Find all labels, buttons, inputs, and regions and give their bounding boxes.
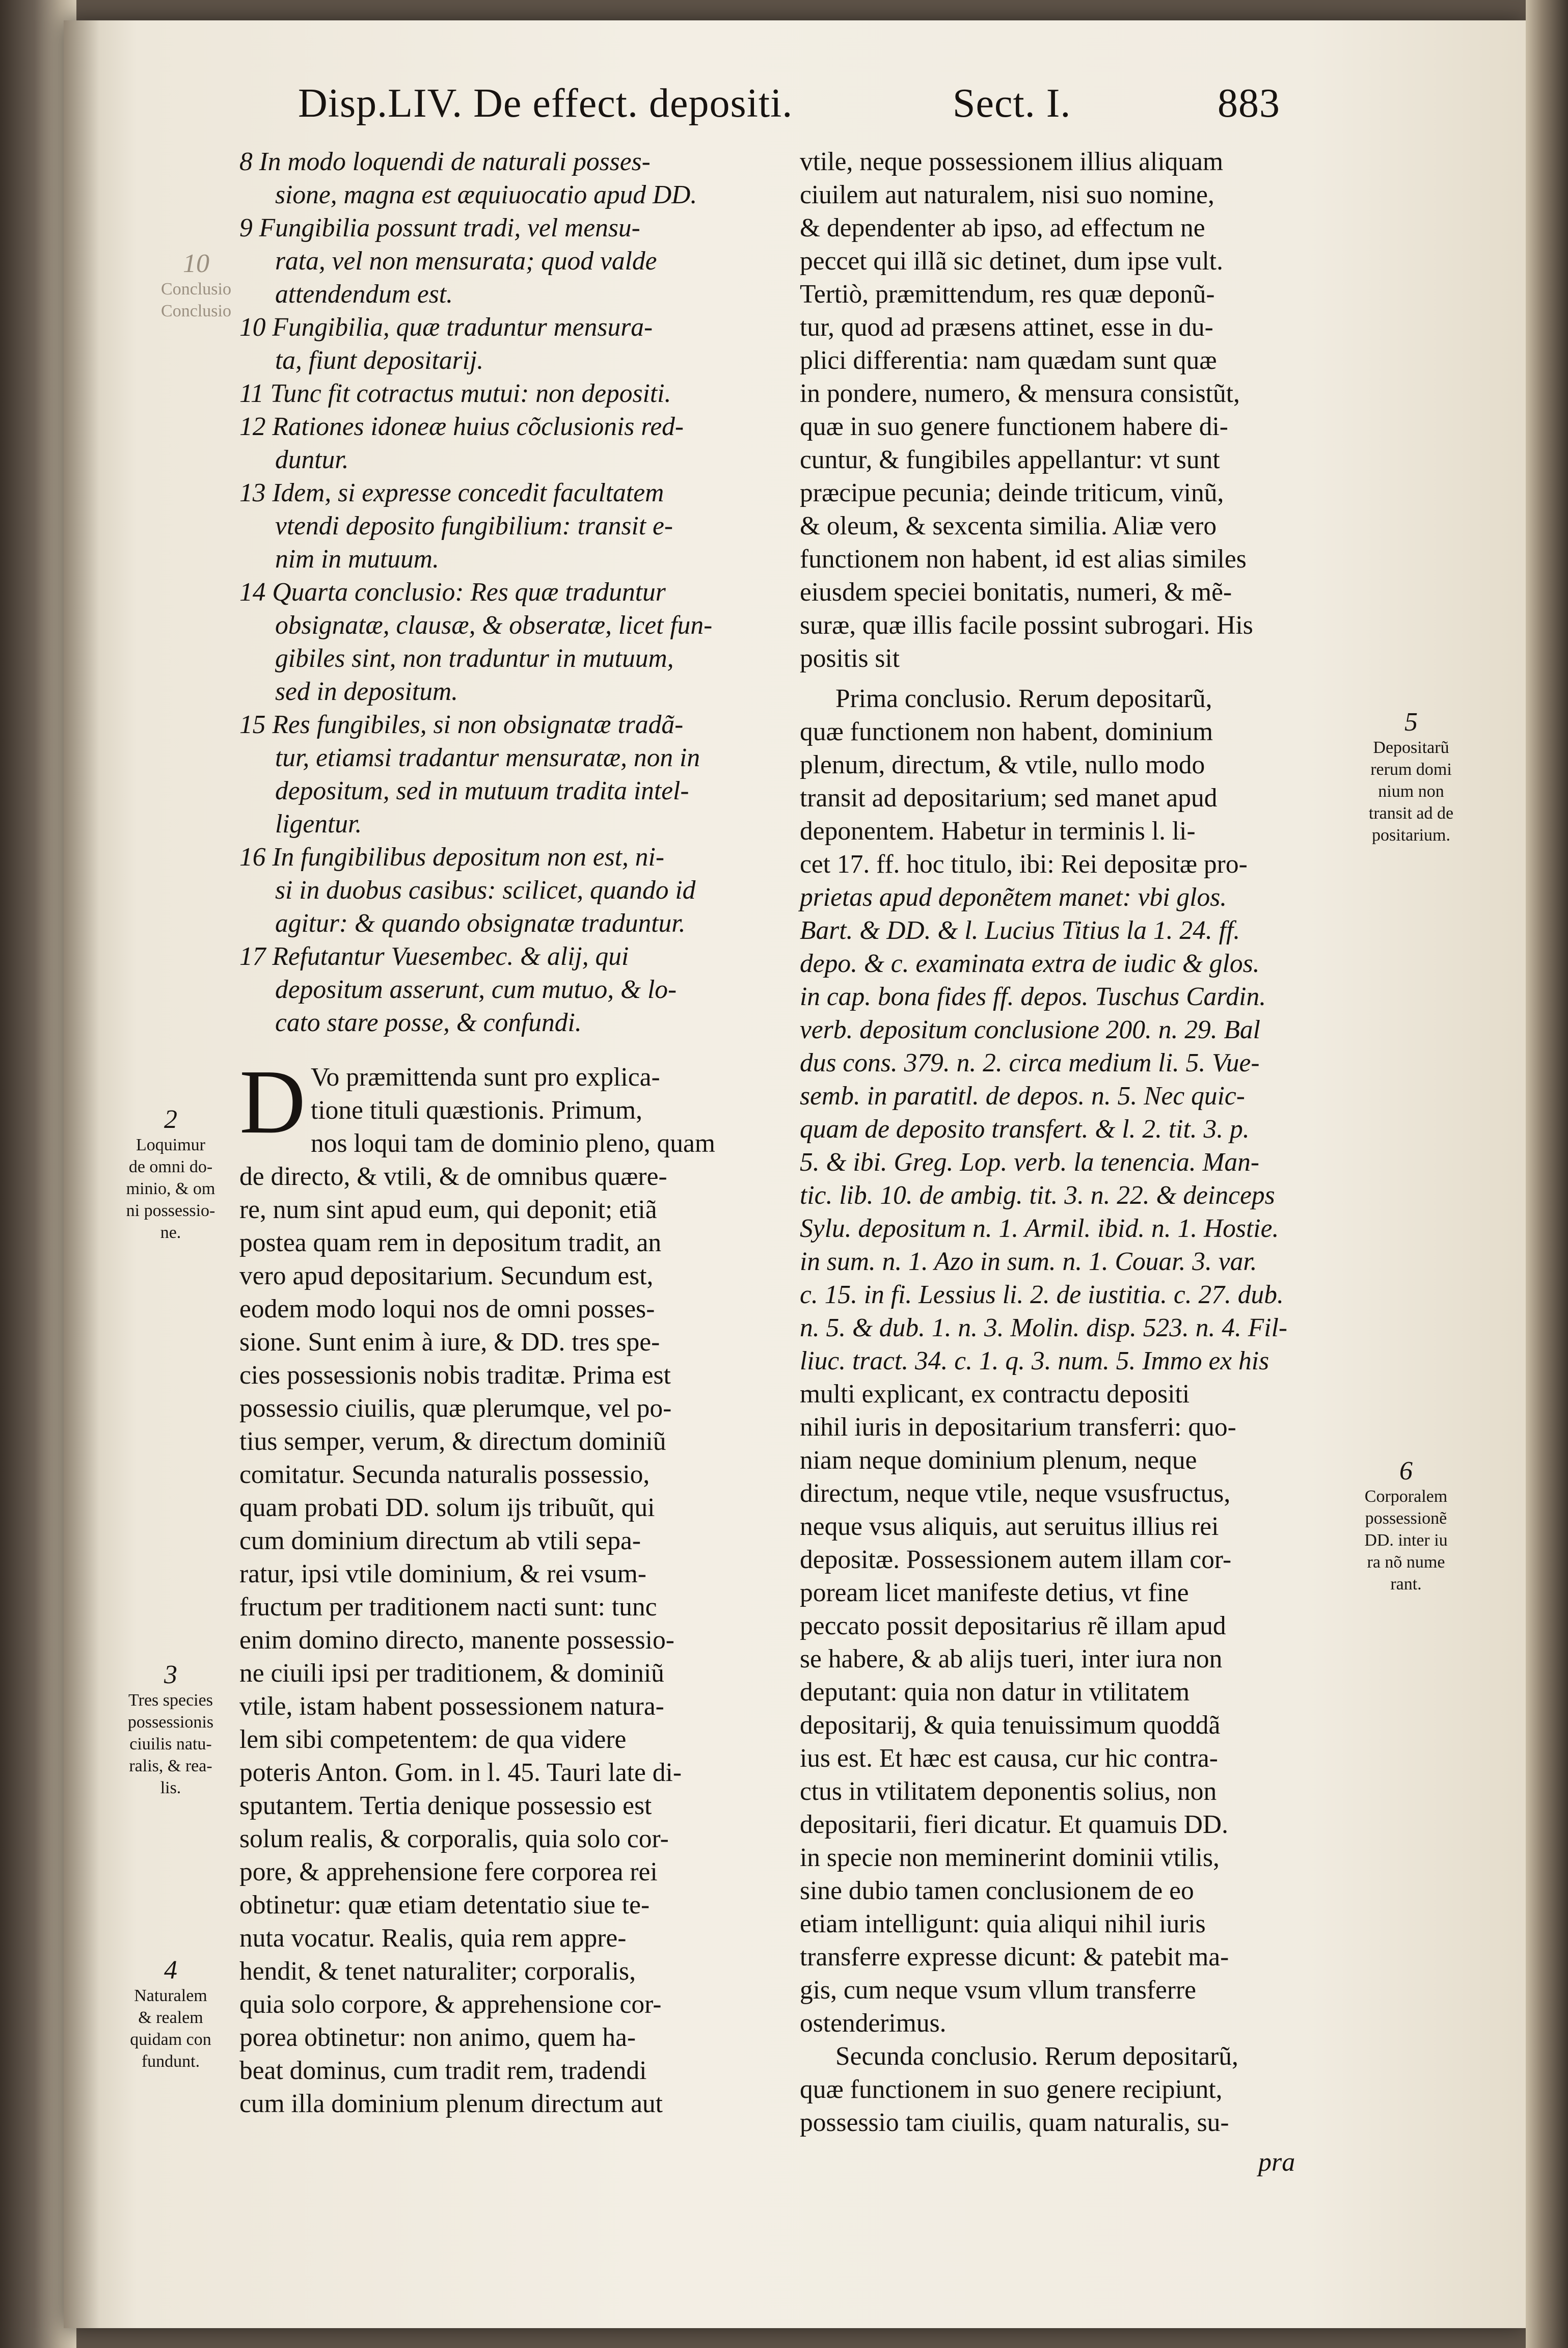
body-line: liuc. tract. 34. c. 1. q. 3. num. 5. Immo ex his (800, 1346, 1269, 1375)
body-line: possessio tam ciuilis, quam naturalis, su- (800, 2108, 1229, 2137)
margin-note-line: ra nõ nume (1367, 1553, 1445, 1572)
body-line: tius semper, verum, & directum dominiũ (239, 1427, 666, 1456)
body-line: poream licet manifeste detius, vt fine (800, 1578, 1189, 1607)
summary-line: 16 In fungibilibus depositum non est, ni- (239, 843, 664, 872)
margin-note-line: rerum domi (1370, 760, 1452, 779)
body-line: in pondere, numero, & mensura consistũt, (800, 379, 1240, 408)
body-line: ciuilem aut naturalem, nisi suo nomine, (800, 180, 1214, 209)
body-line: in cap. bona fides ff. depos. Tuschus Cardin. (800, 982, 1266, 1011)
body-line: porea obtinetur: non animo, quem ha- (239, 2023, 636, 2052)
body-line: Sylu. depositum n. 1. Armil. ibid. n. 1. Hostie. (800, 1214, 1279, 1243)
margin-note-number: 10 (183, 249, 209, 278)
body-line: præcipue pecunia; deinde triticum, vinũ, (800, 478, 1224, 507)
margin-note-number: 2 (164, 1105, 177, 1134)
summary-line: 17 Refutantur Vuesembec. & alij, qui (239, 942, 629, 971)
left-column (239, 145, 790, 2120)
margin-note-line: Depositarũ (1373, 738, 1449, 757)
body-line: cies possessionis nobis traditæ. Prima est (239, 1361, 671, 1390)
summary-line: 12 Rationes idoneæ huius cõclusionis red- (239, 412, 684, 441)
body-line: c. 15. in fi. Lessius li. 2. de iustitia. c. 27. dub. (800, 1280, 1284, 1309)
body-line: Prima conclusio. Rerum depositarũ, (835, 684, 1212, 713)
body-line: 5. & ibi. Greg. Lop. verb. la tenencia. Man- (800, 1148, 1260, 1177)
margin-note-line: rant. (1390, 1575, 1422, 1594)
body-line: tione tituli quæstionis. Primum, (311, 1096, 642, 1125)
body-line: depo. & c. examinata extra de iudic & glos. (800, 949, 1260, 978)
body-line: postea quam rem in depositum tradit, an (239, 1228, 662, 1257)
body-line: in sum. n. 1. Azo in sum. n. 1. Couar. 3. var. (800, 1247, 1257, 1276)
body-line: pore, & apprehensione fere corporea rei (239, 1857, 658, 1886)
body-line: cum dominium directum ab vtili sepa- (239, 1526, 641, 1555)
body-line: fructum per traditionem nacti sunt: tunc (239, 1593, 657, 1622)
body-line: prietas apud deponẽtem manet: vbi glos. (800, 883, 1227, 912)
body-line: plenum, directum, & vtile, nullo modo (800, 750, 1205, 779)
summary-line: gibiles sint, non traduntur in mutuum, (275, 644, 674, 673)
margin-note-line: ciuilis natu- (129, 1735, 212, 1753)
body-line: deputant: quia non datur in vtilitatem (800, 1678, 1190, 1707)
body-line: ratur, ipsi vtile dominium, & rei vsum- (239, 1559, 646, 1588)
margin-note-2 (104, 1105, 237, 1244)
margin-note-line: nium non (1378, 782, 1444, 801)
drop-cap: D (239, 1051, 306, 1152)
body-line: suræ, quæ illis facile possint subrogari. His (800, 611, 1253, 640)
summary-line: ligentur. (275, 809, 362, 839)
summary-line: sione, magna est æquiuocatio apud DD. (275, 180, 697, 209)
summary-line: 9 Fungibilia possunt tradi, vel mensu- (239, 213, 640, 242)
margin-note-line: Conclusio (161, 302, 231, 320)
body-line: re, num sint apud eum, qui deponit; etiã (239, 1195, 657, 1224)
body-line: comitatur. Secunda naturalis possessio, (239, 1460, 650, 1489)
summary-line: 14 Quarta conclusio: Res quæ traduntur (239, 578, 666, 607)
body-line: ne ciuili ipsi per traditionem, & dominiũ (239, 1659, 664, 1688)
body-line: directum, neque vtile, neque vsusfructus, (800, 1479, 1231, 1508)
body-line: ctus in vtilitatem deponentis solius, non (800, 1777, 1217, 1806)
body-line: obtinetur: quæ etiam detentatio siue te- (239, 1891, 650, 1920)
body-line: plici differentia: nam quædam sunt quæ (800, 346, 1217, 375)
margin-note-line: minio, & om (126, 1179, 215, 1198)
body-line: ostenderimus. (800, 2009, 947, 2038)
summary-line: depositum, sed in mutuum tradita intel- (275, 776, 689, 805)
body-line: vero apud depositarium. Secundum est, (239, 1261, 654, 1290)
margin-note-line: fundunt. (141, 2052, 200, 2071)
summary-line: attendendum est. (275, 280, 453, 309)
body-line: sione. Sunt enim à iure, & DD. tres spe- (239, 1328, 660, 1357)
summary-line: 11 Tunc fit cotractus mutui: non depositi. (239, 379, 671, 408)
summary-line: sed in depositum. (275, 677, 458, 706)
margin-note-line: Loquimur (136, 1136, 205, 1154)
margin-note-6 (1335, 1457, 1477, 1595)
margin-note-line: Conclusio (161, 280, 231, 299)
page-gutter-shadow (64, 20, 99, 2328)
running-head-section: Sect. I. (953, 81, 1071, 126)
summary-line: nim in mutuum. (275, 545, 439, 574)
body-line: de directo, & vtili, & de omnibus quære- (239, 1162, 667, 1191)
body-line: cet 17. ff. hoc titulo, ibi: Rei depositæ pro- (800, 850, 1248, 879)
body-line: dus cons. 379. n. 2. circa medium li. 5. Vue- (800, 1048, 1260, 1077)
margin-note-line: DD. inter iu (1364, 1531, 1448, 1550)
summary-line: 13 Idem, si expresse concedit facultatem (239, 478, 664, 507)
summary-line: 8 In modo loquendi de naturali posses- (239, 147, 651, 176)
body-line: depositarii, fieri dicatur. Et quamuis DD. (800, 1810, 1228, 1839)
margin-note-line: possessionẽ (1365, 1509, 1447, 1528)
margin-note-line: ralis, & rea- (129, 1757, 212, 1775)
body-line: enim domino directo, manente possessio- (239, 1626, 674, 1655)
body-line: tic. lib. 10. de ambig. tit. 3. n. 22. & deinceps (800, 1181, 1275, 1210)
summary-line: cato stare posse, & confundi. (275, 1008, 582, 1037)
margin-note-line: possessionis (127, 1713, 214, 1732)
body-line: ius est. Et hæc est causa, cur hic contra- (800, 1744, 1218, 1773)
body-line: quam de deposito transfert. & l. 2. tit. 3. p. (800, 1115, 1250, 1144)
body-line: nuta vocatur. Realis, quia rem appre- (239, 1924, 627, 1953)
body-line: depositarij, & quia tenuissimum quoddã (800, 1711, 1221, 1740)
body-line: sputantem. Tertia denique possessio est (239, 1791, 652, 1820)
body-line: & oleum, & sexcenta similia. Aliæ vero (800, 511, 1217, 541)
body-line: verb. depositum conclusione 200. n. 29. Bal (800, 1015, 1260, 1044)
body-line: vtile, neque possessionem illius aliquam (800, 147, 1224, 176)
body-line: quia solo corpore, & apprehensione cor- (239, 1990, 662, 2019)
body-line: solum realis, & corporalis, quia solo cor- (239, 1824, 669, 1853)
margin-note-number: 3 (164, 1660, 177, 1689)
margin-note-line: lis. (160, 1778, 181, 1797)
body-line: possessio ciuilis, quæ plerumque, vel po- (239, 1394, 672, 1423)
body-line: functionem non habent, id est alias similes (800, 545, 1247, 574)
summary-line: vtendi deposito fungibilium: transit e- (275, 511, 673, 541)
margin-note-3 (104, 1661, 237, 1799)
body-line: multi explicant, ex contractu depositi (800, 1380, 1190, 1409)
right-column (800, 145, 1335, 2139)
body-line: Secunda conclusio. Rerum depositarũ, (835, 2042, 1238, 2071)
summary-line: 10 Fungibilia, quæ traduntur mensura- (239, 313, 653, 342)
book-right-edge (1526, 0, 1568, 2348)
margin-note-5 (1340, 708, 1482, 846)
body-line: peccet qui illã sic detinet, dum ipse vult. (800, 247, 1223, 276)
body-line: quæ functionem in suo genere recipiunt, (800, 2075, 1223, 2104)
margin-note-line: Tres species (128, 1691, 213, 1710)
body-line: cum illa dominium plenum directum aut (239, 2089, 663, 2118)
body-line: neque vsus aliquis, aut seruitus illius rei (800, 1512, 1219, 1541)
summary-line: depositum asserunt, cum mutuo, & lo- (275, 975, 677, 1004)
body-line: transit ad depositarium; sed manet apud (800, 784, 1218, 813)
chapter-summary (239, 145, 790, 1039)
body-line: cuntur, & fungibiles appellantur: vt sunt (800, 445, 1220, 474)
left-body-text (239, 1051, 790, 2120)
margin-note-line: transit ad de (1368, 804, 1454, 823)
margin-note-number: 5 (1404, 708, 1418, 737)
body-line: Tertiò, præmittendum, res quæ deponũ- (800, 280, 1215, 309)
margin-note-line: de omni do- (128, 1157, 213, 1176)
body-line: se habere, & ab alijs tueri, inter iura non (800, 1644, 1223, 1674)
body-line: hendit, & tenet naturaliter; corporalis, (239, 1957, 636, 1986)
margin-note-number: 4 (164, 1956, 177, 1985)
margin-note-line: quidam con (130, 2030, 211, 2049)
body-line: n. 5. & dub. 1. n. 3. Molin. disp. 523. n. 4. Fil- (800, 1313, 1288, 1342)
summary-line: ta, fiunt depositarij. (275, 346, 484, 375)
bleed-through-note (153, 250, 239, 322)
body-line: gis, cum neque vsum vllum transferre (800, 1976, 1197, 2005)
body-line: in specie non meminerint dominii vtilis, (800, 1843, 1220, 1872)
margin-note-line: Naturalem (134, 1986, 207, 2005)
margin-note-number: 6 (1399, 1456, 1413, 1486)
body-line: deponentem. Habetur in terminis l. li- (800, 817, 1196, 846)
body-line: nihil iuris in depositarium transferri: quo- (800, 1413, 1236, 1442)
page-number: 883 (1218, 81, 1280, 126)
catchword: pra (1258, 2148, 1295, 2177)
summary-line: 15 Res fungibiles, si non obsignatæ tradã- (239, 710, 684, 739)
body-line: eiusdem speciei bonitatis, numeri, & mẽ- (800, 578, 1232, 607)
margin-note-line: Corporalem (1364, 1487, 1448, 1506)
body-line: Vo præmittenda sunt pro explica- (311, 1063, 660, 1092)
body-line: etiam intelligunt: quia aliqui nihil iuris (800, 1909, 1206, 1938)
margin-note-line: & realem (138, 2008, 203, 2027)
body-line: Bart. & DD. & l. Lucius Titius la 1. 24. ff. (800, 916, 1240, 945)
summary-line: tur, etiamsi tradantur mensuratæ, non in (275, 743, 700, 772)
body-line: beat dominus, cum tradit rem, tradendi (239, 2056, 647, 2085)
body-line: & dependenter ab ipso, ad effectum ne (800, 213, 1205, 242)
body-line: transferre expresse dicunt: & patebit ma- (800, 1942, 1229, 1972)
summary-line: obsignatæ, clausæ, & obseratæ, licet fun- (275, 611, 713, 640)
body-line: peccato possit depositarius rẽ illam apud (800, 1611, 1226, 1640)
margin-note-line: ne. (160, 1223, 181, 1242)
running-head-title: Disp.LIV. De effect. depositi. (298, 81, 793, 126)
margin-note-4 (104, 1956, 237, 2072)
body-line: nos loqui tam de dominio pleno, quam (311, 1129, 715, 1158)
summary-line: si in duobus casibus: scilicet, quando id (275, 876, 696, 905)
body-line: poteris Anton. Gom. in l. 45. Tauri late di- (239, 1758, 682, 1787)
summary-line: agitur: & quando obsignatæ traduntur. (275, 909, 686, 938)
summary-line: rata, vel non mensurata; quod valde (275, 247, 657, 276)
body-line: quæ functionem non habent, dominium (800, 717, 1213, 746)
body-line: niam neque dominium plenum, neque (800, 1446, 1197, 1475)
body-line: positis sit (800, 644, 900, 673)
body-line: sine dubio tamen conclusionem de eo (800, 1876, 1194, 1905)
body-line: semb. in paratitl. de depos. n. 5. Nec quic- (800, 1082, 1245, 1111)
margin-note-line: ni possessio- (126, 1201, 215, 1220)
summary-line: duntur. (275, 445, 349, 474)
body-line: tur, quod ad præsens attinet, esse in du- (800, 313, 1213, 342)
body-line: depositæ. Possessionem autem illam cor- (800, 1545, 1232, 1574)
body-line: quæ in suo genere functionem habere di- (800, 412, 1228, 441)
body-line: lem sibi competentem: de qua videre (239, 1725, 627, 1754)
body-line: quam probati DD. solum ijs tribuũt, qui (239, 1493, 655, 1522)
margin-note-line: positarium. (1372, 826, 1450, 845)
body-line: eodem modo loqui nos de omni posses- (239, 1294, 655, 1324)
body-line: vtile, istam habent possessionem natura- (239, 1692, 664, 1721)
